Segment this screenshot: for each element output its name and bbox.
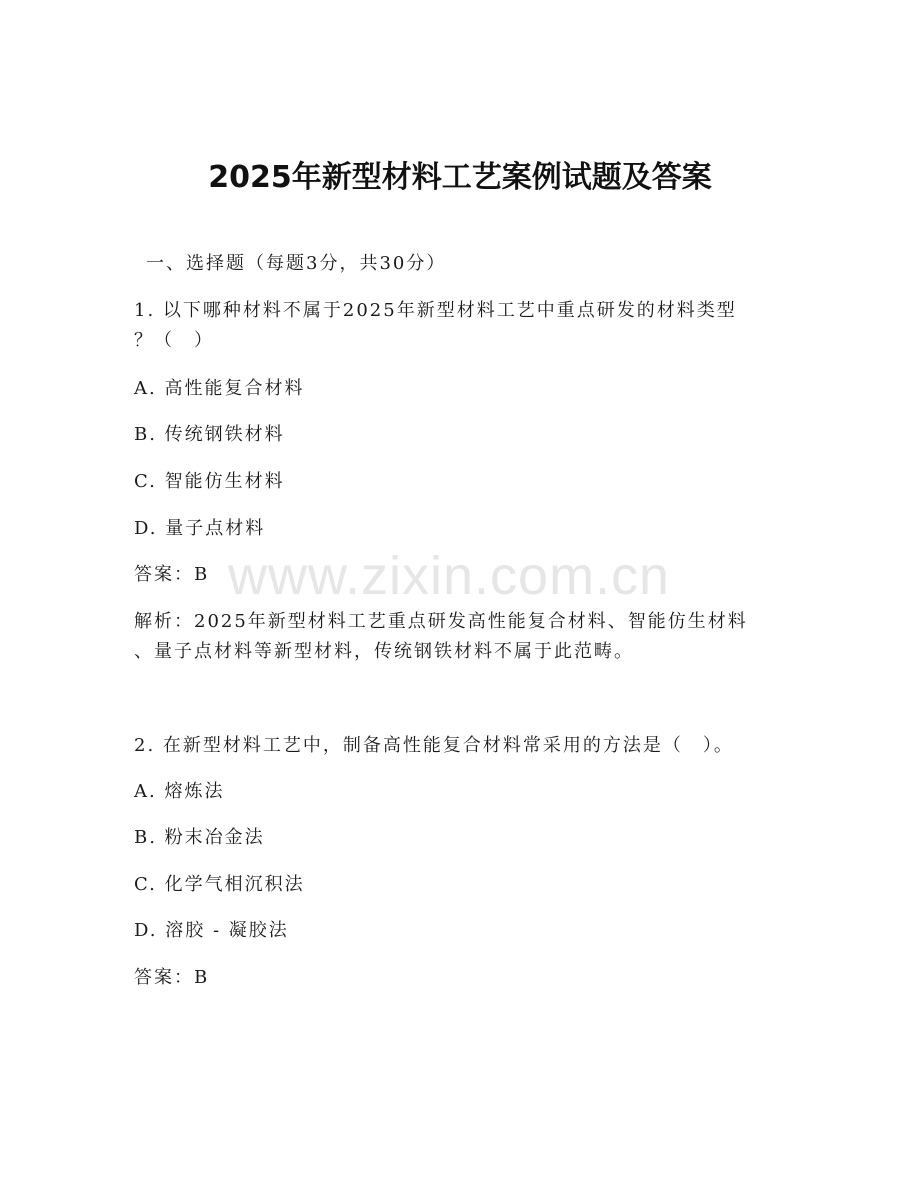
question-1-option-d: D. 量子点材料 (134, 518, 266, 539)
question-2-option-b: B. 粉末冶金法 (134, 827, 265, 848)
question-1-stem-line-1: 1. 以下哪种材料不属于2025年新型材料工艺中重点研发的材料类型 (134, 300, 737, 321)
question-2-answer: 答案：B (134, 967, 210, 988)
question-1-option-a: A. 高性能复合材料 (134, 378, 305, 399)
question-2-option-c: C. 化学气相沉积法 (134, 874, 305, 895)
question-1-answer: 答案：B (134, 564, 210, 585)
question-1-option-b: B. 传统钢铁材料 (134, 424, 285, 445)
question-1-analysis-line-2: 、量子点材料等新型材料，传统钢铁材料不属于此范畴。 (134, 641, 634, 662)
question-2-stem-line-1: 2. 在新型材料工艺中，制备高性能复合材料常采用的方法是（ ）。 (134, 735, 734, 756)
question-1-stem-line-2: ？（ ） (134, 330, 214, 351)
question-1-analysis-line-1: 解析：2025年新型材料工艺重点研发高性能复合材料、智能仿生材料 (134, 611, 748, 632)
document-title: 2025年新型材料工艺案例试题及答案 (208, 160, 712, 195)
section-heading: 一、选择题（每题3分，共30分） (146, 253, 447, 274)
question-2-option-d: D. 溶胶 - 凝胶法 (134, 920, 289, 941)
question-1-option-c: C. 智能仿生材料 (134, 471, 285, 492)
question-2-option-a: A. 熔炼法 (134, 781, 225, 802)
watermark: www.zixin.com.cn (228, 546, 671, 606)
